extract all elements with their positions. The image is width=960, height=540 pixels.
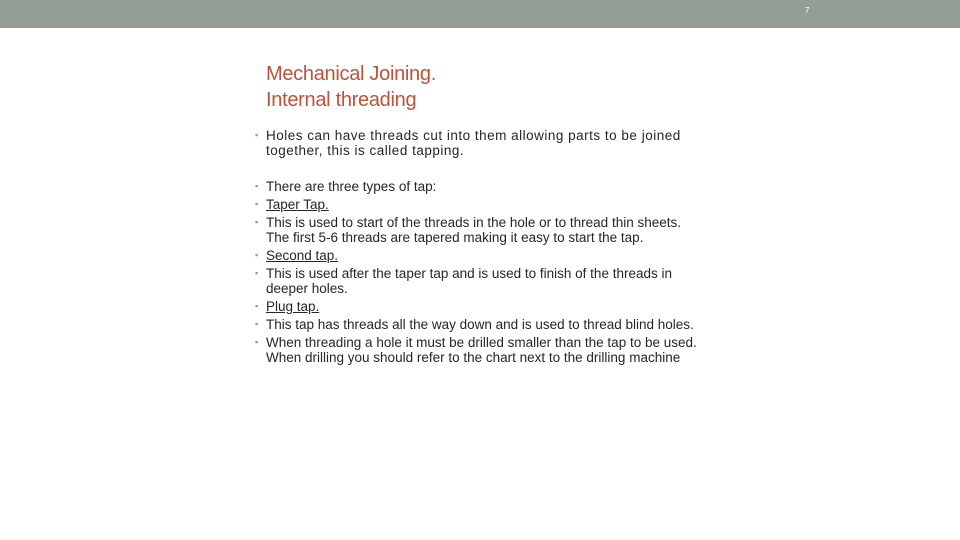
slide-title-line-2: Internal threading <box>266 89 417 111</box>
plug-tap-heading: Plug tap. <box>266 299 320 314</box>
bullet-item <box>255 179 705 194</box>
bullet-marker-icon: ▪ <box>255 250 259 260</box>
tap-types-bullet-list <box>255 179 705 368</box>
bullet-marker-icon: ▪ <box>255 181 259 191</box>
bullet-item <box>255 215 705 245</box>
bullet-item <box>255 197 705 212</box>
bullet-text: Holes can have threads cut into them allowing parts to be joined together, this is called tapping. <box>266 128 681 158</box>
second-tap-heading: Second tap. <box>266 248 339 263</box>
top-bar <box>0 0 960 28</box>
bullet-marker-icon: ▪ <box>255 319 259 329</box>
bullet-text: This tap has threads all the way down and is used to thread blind holes. <box>266 317 694 332</box>
bullet-item <box>255 299 705 314</box>
bullet-text: When threading a hole it must be drilled smaller than the tap to be used. When drilling you should refer to the chart next to the drilling machine <box>266 335 697 365</box>
slide-number: 7 <box>805 6 810 15</box>
bullet-marker-icon: ▪ <box>255 301 259 311</box>
slide-title <box>266 61 436 113</box>
bullet-text: This is used to start of the threads in the hole or to thread thin sheets. The first 5-6 threads are tapered making it easy to start the tap. <box>266 215 681 245</box>
bullet-marker-icon: ▪ <box>255 268 259 278</box>
bullet-marker-icon: ▪ <box>255 130 259 140</box>
bullet-marker-icon: ▪ <box>255 337 259 347</box>
bullet-item <box>255 128 705 158</box>
taper-tap-heading: Taper Tap. <box>266 197 329 212</box>
bullet-marker-icon: ▪ <box>255 217 259 227</box>
intro-bullet-list <box>255 128 705 161</box>
slide-title-line-1: Mechanical Joining. <box>266 63 436 85</box>
bullet-marker-icon: ▪ <box>255 199 259 209</box>
bullet-item <box>255 317 705 332</box>
bullet-item <box>255 266 705 296</box>
bullet-item <box>255 335 705 365</box>
bullet-text: This is used after the taper tap and is used to finish of the threads in deeper holes. <box>266 266 672 296</box>
bullet-text: There are three types of tap: <box>266 179 437 194</box>
bullet-item <box>255 248 705 263</box>
